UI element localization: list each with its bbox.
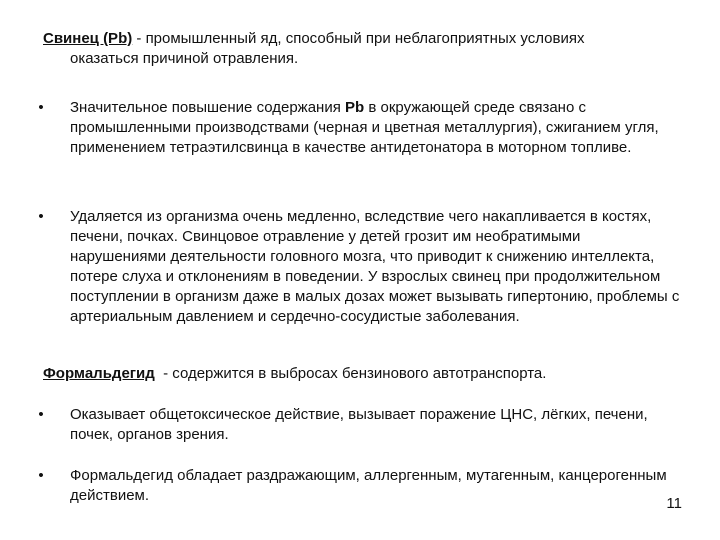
lead-intro <box>43 364 683 384</box>
bullet-dot: • <box>38 208 44 225</box>
lead-definition-continued: оказаться причиной отравления. <box>70 50 299 67</box>
bullet-bold: Pb <box>345 99 365 116</box>
page-number: 11 <box>666 495 682 512</box>
lead-definition: - промышленный яд, способный при неблагоприятных условиях <box>132 30 585 47</box>
lead-term: Формальдегид <box>43 365 155 382</box>
bullet-text: Оказывает общетоксическое действие, вызывает поражение ЦНС, лёгких, печени, почек, органов зрения. <box>70 406 648 443</box>
bullet-text: Удаляется из организма очень медленно, вследствие чего накапливается в костях, печени, почках. Свинцовое отравление у детей грозит им необратимыми нарушениями деятельности головного мозга, что приводит к снижению интеллекта, потере слуха и отклонениям в поведении. У взрослых свинец при продолжительном поступлении в организм даже в малых дозах может вызывать гипертонию, проблемы с артериальным давлением и сердечно-сосудистые заболевания. <box>70 208 680 325</box>
bullet-dot: • <box>38 467 44 484</box>
bullet-text: Значительное повышение содержания Pb в окружающей среде связано с промышленными производствами (черная и цветная металлургия), сжиганием угля, применением тетраэтилсвинца в качестве антидетонатора в моторном топливе. <box>70 99 659 156</box>
lead-term: Свинец (Pb) <box>43 30 133 47</box>
lead-definition: - содержится в выбросах бензинового автотранспорта. <box>154 365 547 382</box>
lead-intro <box>43 29 683 69</box>
bullet-dot: • <box>38 99 44 116</box>
bullet-text: Формальдегид обладает раздражающим, аллергенным, мутагенным, канцерогенным действием. <box>70 467 667 504</box>
bullet-dot: • <box>38 406 44 423</box>
